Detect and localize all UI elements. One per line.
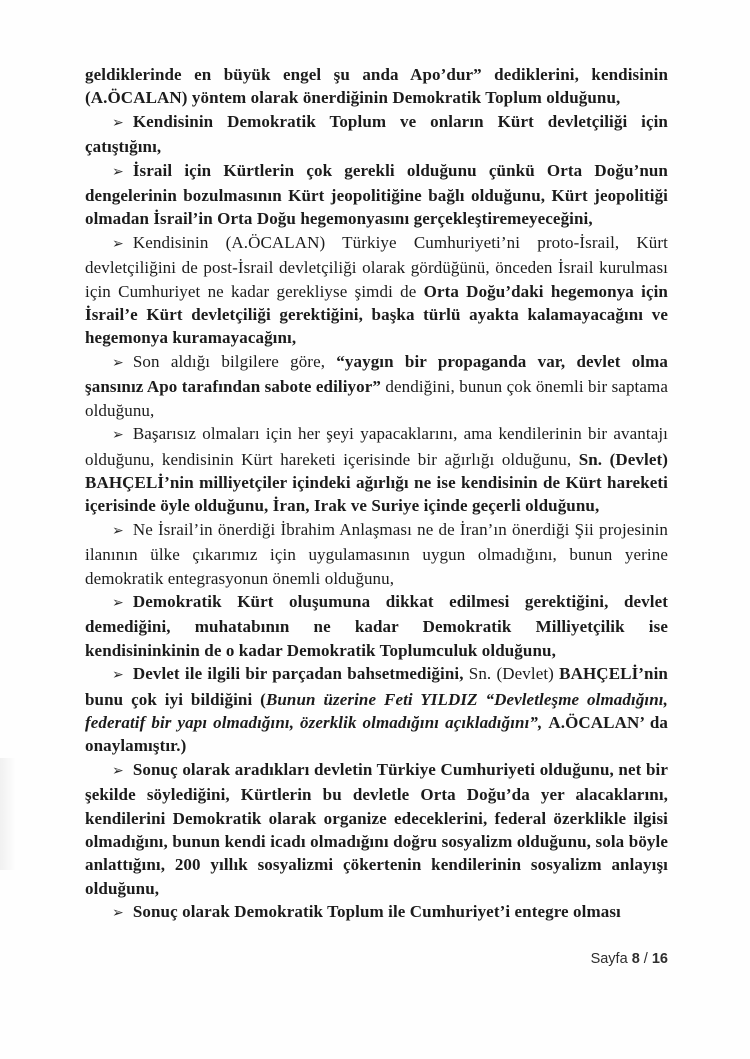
text-segment: Ne İsrail’in önerdiği İbrahim Anlaşması ne de İran’ın önerdiği Şii projesinin ilanının ülke çıkarımız için uygulamasının uygun olmadığını, bunun yerine demokratik entegrasyonun önemli olduğunu, — [85, 519, 668, 588]
document-body — [85, 63, 668, 926]
arrow-bullet-icon: ➢ — [112, 427, 124, 444]
text-segment: BAHÇELİ’nin bunu çok iyi bildiğini ( — [85, 664, 668, 709]
arrow-bullet-icon: ➢ — [112, 667, 124, 684]
text-segment: Kendisinin (A.ÖCALAN) Türkiye Cumhuriyeti’ni proto-İsrail, Kürt devletçiliğini de post-İsrail devletçiliği olarak gördüğünü, önceden İsrail kurulması için Cumhuriyet ne kadar gerekliyse şimdi de — [85, 232, 668, 301]
bullet-paragraph — [85, 159, 668, 231]
arrow-bullet-icon: ➢ — [112, 163, 124, 180]
bullet-paragraph — [85, 662, 668, 758]
bullet-paragraph — [85, 110, 668, 159]
text-segment: Son aldığı bilgilere göre, — [132, 351, 337, 371]
text-segment: Sn. (Devlet) — [468, 664, 560, 684]
text-segment: “yaygın bir propaganda var, devlet olma şansınız Apo tarafından sabote ediliyor” — [85, 351, 668, 397]
text-segment: Sn. (Devlet) BAHÇELİ’nin milliyetçiler içindeki ağırlığı ne ise kendisinin de Kürt hareketi içerisinde öyle olduğunu, İran, Irak ve Suriye içinde geçerli olduğunu, — [85, 449, 668, 516]
footer-page-number: 8 — [631, 951, 640, 967]
text-segment: Demokratik Kürt oluşumuna dikkat edilmesi gerektiğini, devlet demediğini, muhatabının ne kadar Demokratik Milliyetçilik ise kendisininkinin de o kadar Demokratik Toplumculuk olduğunu, — [85, 591, 668, 660]
text-segment: Başarısız olmaları için her şeyi yapacaklarını, ama kendilerinin bir avantajı olduğunu, kendisinin Kürt hareketi içerisinde bir ağırlığı olduğunu, — [85, 424, 668, 469]
text-segment: A.ÖCALAN’ da onaylamıştır.) — [85, 712, 668, 756]
arrow-bullet-icon: ➢ — [112, 905, 124, 922]
bullet-paragraph — [85, 231, 668, 350]
bullet-paragraph — [85, 590, 668, 662]
text-segment: geldiklerinde en büyük engel şu anda Apo’dur” dediklerini, kendisinin (A.ÖCALAN) yöntem olarak önerdiğinin Demokratik Toplum olduğunu, — [85, 65, 668, 108]
text-segment: Bunun üzerine Feti YILDIZ “Devletleşme olmadığını, federatif bir yapı olmadığını, özerklik olmadığını açıkladığını”, — [85, 689, 668, 732]
bullet-paragraph — [85, 518, 668, 590]
bullet-paragraph — [85, 758, 668, 900]
text-segment: dendiğini, bunun çok önemli bir saptama olduğunu, — [85, 377, 668, 420]
bullet-paragraph — [85, 350, 668, 422]
text-segment: Sonuç olarak aradıkları devletin Türkiye Cumhuriyeti olduğunu, net bir şekilde söylediğini, Kürtlerin bu devletle Orta Doğu’da yer alacaklarını, kendilerini Demokratik olarak organize edeceklerini, federal özerklikle ilgisi olmadığını, bunun kendi icadı olmadığını doğru sosyalizm olduğunu, sola böyle anlattığını, 200 yıllık sosyalizmi çökertenin kendilerinin sosyalizm anlayışı olduğunu, — [85, 759, 668, 898]
arrow-bullet-icon: ➢ — [112, 522, 124, 539]
footer-label: Sayfa — [590, 951, 628, 967]
arrow-bullet-icon: ➢ — [112, 235, 124, 252]
arrow-bullet-icon: ➢ — [112, 762, 124, 779]
text-segment: Devlet ile ilgili bir parçadan bahsetmediğini, — [132, 664, 469, 684]
text-segment: İsrail için Kürtlerin çok gerekli olduğunu çünkü Orta Doğu’nun dengelerinin bozulmasının Kürt jeopolitiğine bağlı olduğunu, Kürt jeopolitiği olmadan İsrail’in Orta Doğu hegemonyasını gerçekleştiremeyeceğini, — [85, 160, 668, 229]
bullet-paragraph — [85, 422, 668, 518]
text-segment: Sonuç olarak Demokratik Toplum ile Cumhuriyet’i entegre olması — [132, 902, 621, 922]
text-segment: Kendisinin Demokratik Toplum ve onların Kürt devletçiliği için çatıştığını, — [85, 111, 668, 157]
text-segment: Orta Doğu’daki hegemonya için İsrail’e Kürt devletçiliği gerektiğini, başka türlü ayakta kalamayacağını ve hegemonya kuramayacağını, — [85, 281, 668, 348]
footer-total-pages: 16 — [651, 951, 668, 967]
arrow-bullet-icon: ➢ — [112, 114, 124, 131]
paragraph — [85, 63, 668, 110]
page-footer — [85, 951, 668, 967]
bullet-paragraph — [85, 900, 668, 925]
scan-artifact — [0, 758, 16, 870]
arrow-bullet-icon: ➢ — [112, 594, 124, 611]
footer-separator: / — [643, 951, 648, 967]
arrow-bullet-icon: ➢ — [112, 354, 124, 371]
